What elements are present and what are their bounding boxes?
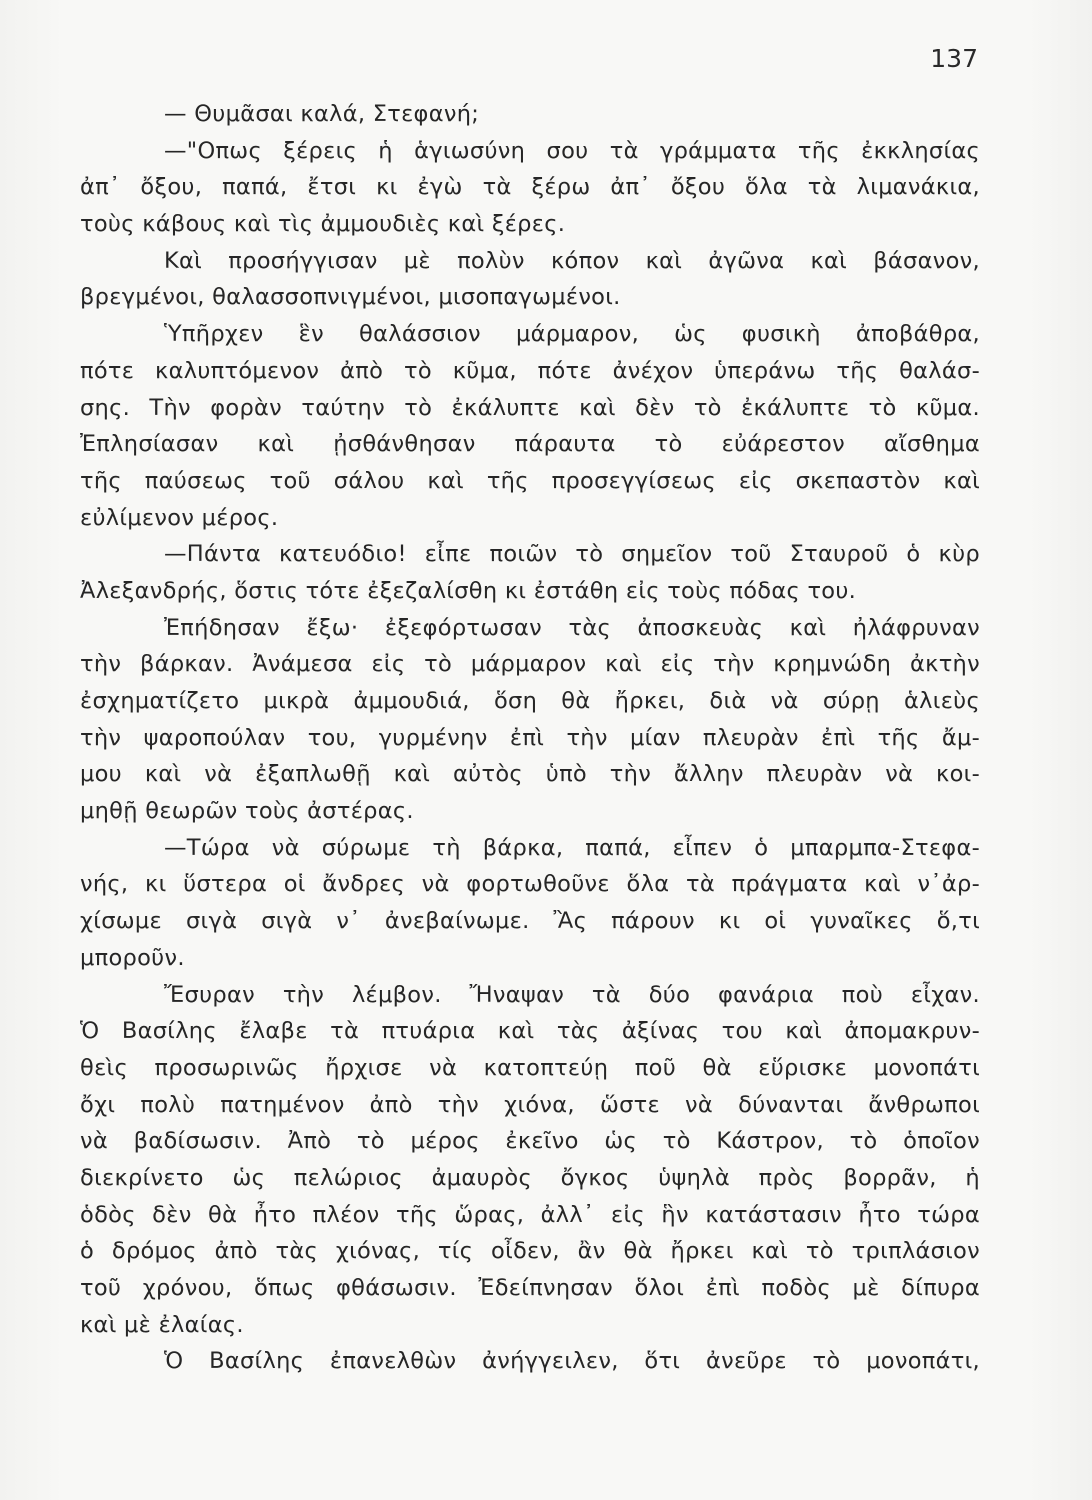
text-line: Ὑπῆρχεν ἓν θαλάσσιον μάρμαρον, ὡς φυσικὴ ἀποβάθρα, <box>164 321 980 348</box>
page-number: 137 <box>930 44 978 73</box>
text-line: βρεγμένοι, θαλασσοπνιγμένοι, μισοπαγωμένοι. <box>80 284 621 311</box>
text-line: Ἔσυραν τὴν λέμβον. Ἤναψαν τὰ δύο φανάρια ποὺ εἶχαν. <box>164 981 980 1008</box>
text-line: ὁ δρόμος ἀπὸ τὰς χιόνας, τίς οἶδεν, ἂν θὰ ἤρκει καὶ τὸ τριπλάσιον <box>80 1238 980 1265</box>
text-line: —"Οπως ξέρεις ἡ ἁγιωσύνη σου τὰ γράμματα τῆς ἐκκλησίας <box>164 137 980 164</box>
text-line: ἐσχηματίζετο μικρὰ ἀμμουδιά, ὅση θὰ ἤρκει, διὰ νὰ σύρῃ ἁλιεὺς <box>80 688 980 714</box>
text-line: Ὁ Βασίλης ἔλαβε τὰ πτυάρια καὶ τὰς ἀξίνας του καὶ ἀπομακρυν- <box>80 1018 980 1045</box>
text-line: τὴν βάρκαν. Ἀνάμεσα εἰς τὸ μάρμαρον καὶ εἰς τὴν κρημνώδη ἀκτὴν <box>80 651 980 678</box>
text-line: σης. Τὴν φορὰν ταύτην τὸ ἐκάλυπτε καὶ δὲν τὸ ἐκάλυπτε τὸ κῦμα. <box>80 394 980 421</box>
text-line: — Θυμᾶσαι καλά, Στεφανή; <box>164 101 480 127</box>
text-line: τὴν ψαροπούλαν του, γυρμένην ἐπὶ τὴν μίαν πλευρὰν ἐπὶ τῆς ἄμ- <box>80 724 980 751</box>
text-line: νὰ βαδίσωσιν. Ἀπὸ τὸ μέρος ἐκεῖνο ὡς τὸ Κάστρον, τὸ ὁποῖον <box>80 1128 980 1155</box>
text-line: Ὁ Βασίλης ἐπανελθὼν ἀνήγγειλεν, ὅτι ἀνεῦρε τὸ μονοπάτι, <box>164 1348 980 1375</box>
text-line: εὐλίμενον μέρος. <box>80 504 279 531</box>
text-line: —Τώρα νὰ σύρωμε τὴ βάρκα, παπά, εἶπεν ὁ μπαρμπα-Στεφα- <box>164 834 980 861</box>
text-line: διεκρίνετο ὡς πελώριος ἀμαυρὸς ὄγκος ὑψηλὰ πρὸς βορρᾶν, ἡ <box>80 1164 980 1191</box>
text-line: ὄχι πολὺ πατημένον ἀπὸ τὴν χιόνα, ὥστε νὰ δύνανται ἄνθρωποι <box>80 1091 980 1118</box>
text-line: —Πάντα κατευόδιο! εἶπε ποιῶν τὸ σημεῖον τοῦ Σταυροῦ ὁ κὺρ <box>164 541 980 568</box>
text-line: Ἐπήδησαν ἔξω· ἐξεφόρτωσαν τὰς ἀποσκευὰς καὶ ἠλάφρυναν <box>164 614 980 641</box>
body-text <box>80 96 980 1380</box>
text-line: ὁδὸς δὲν θὰ ἦτο πλέον τῆς ὥρας, ἀλλ᾽ εἰς ἣν κατάστασιν ἦτο τώρα <box>80 1201 980 1228</box>
text-line: νής, κι ὕστερα οἱ ἄνδρες νὰ φορτωθοῦνε ὅλα τὰ πράγματα καὶ ν᾽ἀρ- <box>80 871 980 898</box>
text-line: μηθῇ θεωρῶν τοὺς ἀστέρας. <box>80 798 414 825</box>
text-line: καὶ μὲ ἐλαίας. <box>80 1311 244 1338</box>
text-line: Καὶ προσήγγισαν μὲ πολὺν κόπον καὶ ἀγῶνα καὶ βάσανον, <box>164 247 980 274</box>
text-line: τοῦ χρόνου, ὅπως φθάσωσιν. Ἐδείπνησαν ὅλοι ἐπὶ ποδὸς μὲ δίπυρα <box>80 1275 980 1301</box>
text-line: τοὺς κάβους καὶ τὶς ἀμμουδιὲς καὶ ξέρες. <box>80 211 566 238</box>
text-line: Ἐπλησίασαν καὶ ᾐσθάνθησαν πάραυτα τὸ εὐάρεστον αἴσθημα <box>80 431 980 458</box>
text-line: ἀπ᾽ ὄξου, παπά, ἔτσι κι ἐγὼ τὰ ξέρω ἀπ᾽ ὄξου ὅλα τὰ λιμανάκια, <box>80 174 980 201</box>
text-line: μου καὶ νὰ ἐξαπλωθῇ καὶ αὐτὸς ὑπὸ τὴν ἄλλην πλευρὰν νὰ κοι- <box>80 761 980 788</box>
text-line: Ἀλεξανδρής, ὅστις τότε ἐξεζαλίσθη κι ἐστάθη εἰς τοὺς πόδας του. <box>80 577 857 604</box>
text-line: πότε καλυπτόμενον ἀπὸ τὸ κῦμα, πότε ἀνέχον ὑπεράνω τῆς θαλάσ- <box>80 357 980 384</box>
text-line: τῆς παύσεως τοῦ σάλου καὶ τῆς προσεγγίσεως εἰς σκεπαστὸν καὶ <box>80 467 980 494</box>
text-line: θεὶς προσωρινῶς ἤρχισε νὰ κατοπτεύῃ ποῦ θὰ εὕρισκε μονοπάτι <box>80 1054 980 1081</box>
text-line: χίσωμε σιγὰ σιγὰ ν᾽ ἀνεβαίνωμε. Ἂς πάρουν κι οἱ γυναῖκες ὅ,τι <box>80 908 980 935</box>
text-line: μποροῦν. <box>80 944 185 971</box>
